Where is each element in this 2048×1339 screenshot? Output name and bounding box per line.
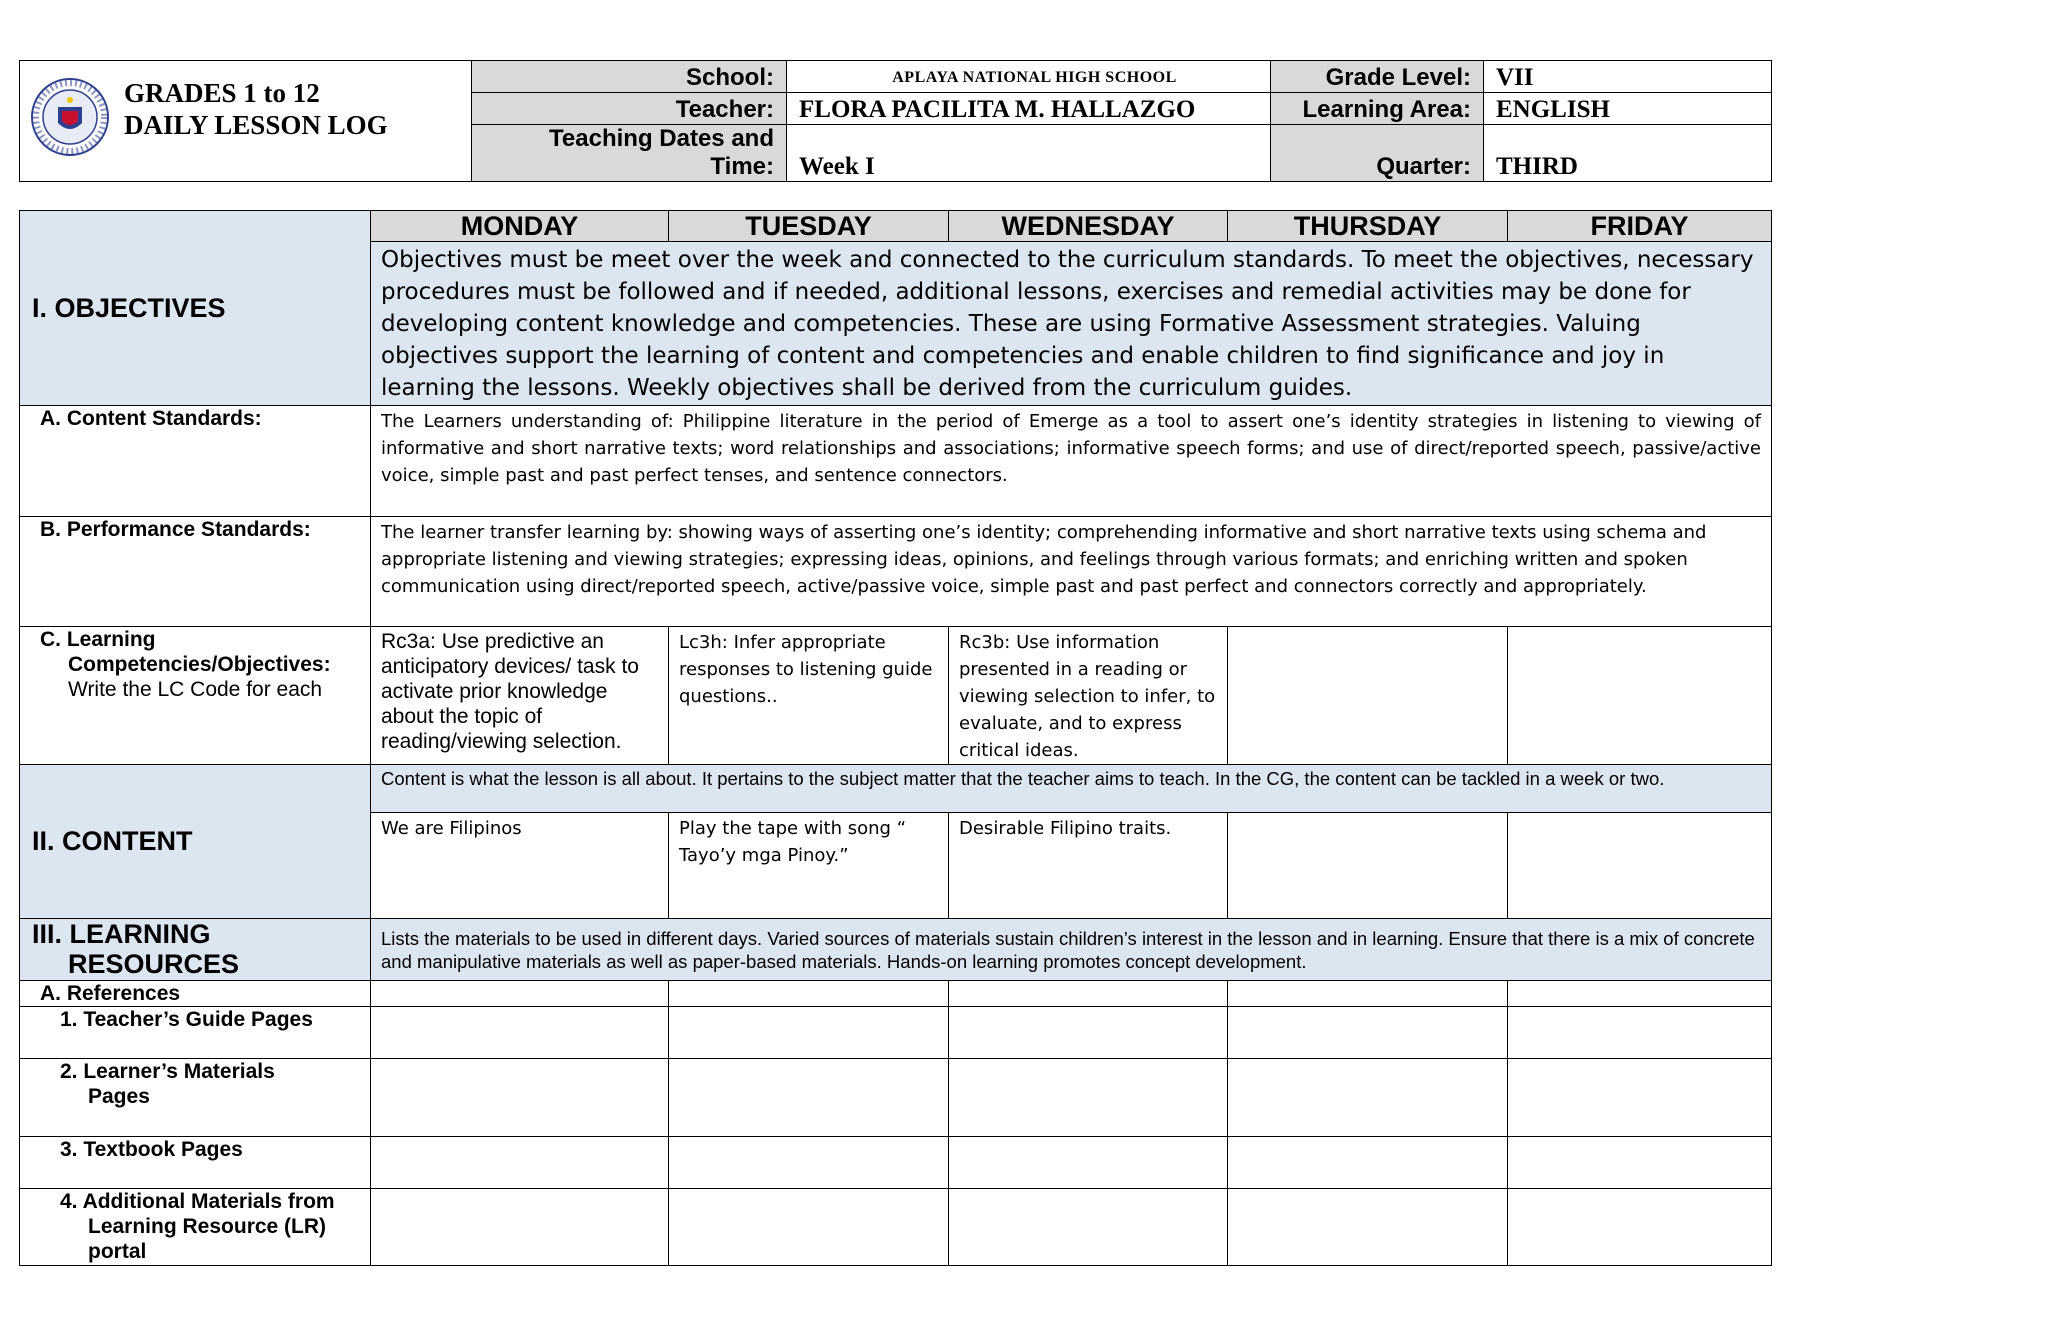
textbook-pages-thursday — [1228, 1137, 1508, 1189]
learners-materials-thursday — [1228, 1059, 1508, 1137]
references-wednesday — [949, 981, 1228, 1007]
teachers-guide-thursday — [1228, 1007, 1508, 1059]
teachers-guide-friday — [1508, 1007, 1772, 1059]
textbook-pages-friday — [1508, 1137, 1772, 1189]
quarter-value: THIRD — [1484, 125, 1772, 182]
lesson-log-header — [19, 60, 1772, 182]
teacher-value: FLORA PACILITA M. HALLAZGO — [787, 93, 1271, 125]
day-header-monday: MONDAY — [371, 211, 669, 242]
learning-area-label: Learning Area: — [1271, 93, 1484, 125]
competencies-label — [20, 627, 371, 765]
content-description: Content is what the lesson is all about. It pertains to the subject matter that the teacher aims to teach. In the CG, the content can be tackled in a week or two. — [371, 765, 1772, 813]
additional-materials-label — [20, 1189, 371, 1266]
lesson-log-table — [19, 210, 1772, 1266]
teaching-dates-label-line-1: Teaching Dates and — [549, 125, 774, 152]
teachers-guide-tuesday — [669, 1007, 949, 1059]
teaching-dates-label-line-2: Time: — [710, 153, 774, 180]
content-wednesday: Desirable Filipino traits. — [949, 813, 1228, 919]
deped-seal-icon — [30, 77, 110, 157]
performance-standards-text: The learner transfer learning by: showing ways of asserting one’s identity; comprehending informative and short narrative texts using schema and appropriate listening and viewing strategies; expressing ideas, opinions, and feelings through various formats; and enriching written and spoken communication using direct/reported speech, active/passive voice, simple past and past perfect and connectors correctly and appropriately. — [371, 517, 1772, 627]
document-title — [124, 77, 388, 141]
grade-level-value: VII — [1484, 61, 1772, 93]
textbook-pages-tuesday — [669, 1137, 949, 1189]
learners-materials-label-line-2: Pages — [88, 1085, 150, 1108]
title-line-1: GRADES 1 to 12 — [124, 78, 320, 108]
competency-thursday — [1228, 627, 1508, 765]
learners-materials-label-line-1: 2. Learner’s Materials — [60, 1060, 275, 1083]
learning-resources-description: Lists the materials to be used in different days. Varied sources of materials sustain children’s interest in the lesson and in learning. Ensure that there is a mix of concrete and manipulative materials as well as paper-based materials. Hands-on learning promotes concept development. — [371, 919, 1772, 981]
additional-materials-friday — [1508, 1189, 1772, 1266]
title-line-2: DAILY LESSON LOG — [124, 110, 388, 140]
teaching-dates-value: Week I — [787, 125, 1271, 182]
competencies-label-line-3: Write the LC Code for each — [68, 678, 323, 701]
teachers-guide-wednesday — [949, 1007, 1228, 1059]
additional-materials-label-line-2: Learning Resource (LR) — [88, 1215, 327, 1238]
content-standards-label: A. Content Standards: — [20, 406, 371, 517]
day-header-friday: FRIDAY — [1508, 211, 1772, 242]
teachers-guide-monday — [371, 1007, 669, 1059]
competency-wednesday: Rc3b: Use information presented in a reading or viewing selection to infer, to evaluate, and to express critical ideas. — [949, 627, 1228, 765]
learners-materials-monday — [371, 1059, 669, 1137]
competencies-label-line-1: C. Learning — [40, 628, 156, 651]
content-standards-text: The Learners understanding of: Philippine literature in the period of Emerge as a tool to assert one’s identity strategies in listening to viewing of informative and short narrative texts; word relationships and associations; informative speech forms; and use of direct/reported speech, passive/active voice, simple past and past perfect tenses, and sentence connectors. — [371, 406, 1772, 517]
teacher-label: Teacher: — [472, 93, 787, 125]
title-block — [20, 61, 472, 182]
competency-friday — [1508, 627, 1772, 765]
additional-materials-wednesday — [949, 1189, 1228, 1266]
learners-materials-wednesday — [949, 1059, 1228, 1137]
content-monday: We are Filipinos — [371, 813, 669, 919]
learners-materials-friday — [1508, 1059, 1772, 1137]
references-friday — [1508, 981, 1772, 1007]
content-friday — [1508, 813, 1772, 919]
references-monday — [371, 981, 669, 1007]
additional-materials-tuesday — [669, 1189, 949, 1266]
textbook-pages-label: 3. Textbook Pages — [20, 1137, 371, 1189]
references-tuesday — [669, 981, 949, 1007]
content-tuesday: Play the tape with song “ Tayo’y mga Pinoy.” — [669, 813, 949, 919]
learning-resources-heading-line-1: III. LEARNING — [32, 919, 211, 949]
day-header-tuesday: TUESDAY — [669, 211, 949, 242]
textbook-pages-wednesday — [949, 1137, 1228, 1189]
learning-area-value: ENGLISH — [1484, 93, 1772, 125]
school-label: School: — [472, 61, 787, 93]
learners-materials-label — [20, 1059, 371, 1137]
objectives-heading: I. OBJECTIVES — [20, 211, 371, 406]
day-header-wednesday: WEDNESDAY — [949, 211, 1228, 242]
learning-resources-heading-line-2: RESOURCES — [68, 949, 240, 979]
additional-materials-monday — [371, 1189, 669, 1266]
day-header-thursday: THURSDAY — [1228, 211, 1508, 242]
teaching-dates-label — [472, 125, 787, 182]
competency-tuesday: Lc3h: Infer appropriate responses to listening guide questions.. — [669, 627, 949, 765]
learning-resources-heading — [20, 919, 371, 981]
performance-standards-label: B. Performance Standards: — [20, 517, 371, 627]
competencies-label-line-2: Competencies/Objectives: — [68, 653, 331, 676]
school-value: APLAYA NATIONAL HIGH SCHOOL — [787, 61, 1271, 93]
teachers-guide-label: 1. Teacher’s Guide Pages — [20, 1007, 371, 1059]
references-thursday — [1228, 981, 1508, 1007]
additional-materials-label-line-1: 4. Additional Materials from — [60, 1190, 335, 1213]
objectives-description: Objectives must be meet over the week and connected to the curriculum standards. To meet the objectives, necessary procedures must be followed and if needed, additional lessons, exercises and remedial activities may be done for developing content knowledge and competencies. These are using Formative Assessment strategies. Valuing objectives support the learning of content and competencies and enable children to find significance and joy in learning the lessons. Weekly objectives shall be derived from the curriculum guides. — [371, 242, 1772, 406]
learners-materials-tuesday — [669, 1059, 949, 1137]
textbook-pages-monday — [371, 1137, 669, 1189]
content-thursday — [1228, 813, 1508, 919]
grade-level-label: Grade Level: — [1271, 61, 1484, 93]
quarter-label: Quarter: — [1271, 125, 1484, 182]
content-heading: II. CONTENT — [20, 765, 371, 919]
references-label: A. References — [20, 981, 371, 1007]
additional-materials-thursday — [1228, 1189, 1508, 1266]
additional-materials-label-line-3: portal — [88, 1240, 147, 1263]
competency-monday: Rc3a: Use predictive an anticipatory devices/ task to activate prior knowledge about the topic of reading/viewing selection. — [371, 627, 669, 765]
